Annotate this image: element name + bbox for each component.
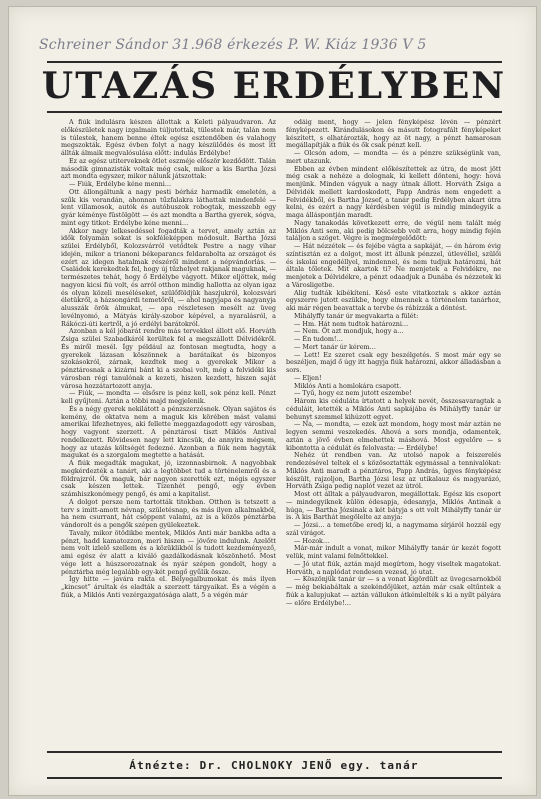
paragraph: — Hozok… [294,536,330,545]
paragraph: — Köszönjük tanár úr — s a vonat kigördült az üvegcsarnokból — még bekiabáltak a szekéndőjüket, aztán már csak eltűntek a fiúk a kalupjukat — aztán vállukon átkémlelték s ki a nyílt pályára — előre Erdélybe!… [286,575,501,607]
paragraph: Ott állongáltunk a nagy pesti bérház harmadik emeletén, a szűk kis verandán, ahonnan tűzfalakra láthattak mindenfelé — lent villamosok, autók és autóbuszok robogtak, messzebb egy gyár kéménye füstölgött — és azt mondta a Bartha gyerek, sógva, mint egy titkot: Erdélybe kéne menni… [61,187,276,227]
paragraph: — Hát nézzétek — és fejébe vágta a sapkáját, — én három évig színtisztán ez a dolgot, most itt állunk pénzzel, útlevéllel, szülői és iskolai engedéllyel, mindennel, és nem tudjuk határozni, hát általa tőletek. Mit akartok ti? Ne menjetek a Felvidékre, ne menjetek a Délvidékre, a pénzt odaadjuk a Dunába és nézzetek ki a Városligetbe. [286,242,501,289]
paragraph: Azonban a kél jóbarát rendre más tervekkel állott elő. Horváth Zsiga szülei Szabadkáról kerültek fel a megszállott Délvidékről. És miről mesél. Így például az fontosan megtudta, hogy a gyerekek lázasan köszönnek a barátaikat és bizonyos szokásokról, zárnak, kezdtek meg a gyerekek Mikor a pénztárosnak a kizárni bánt ki a szobai volt, még a felvidéki kis városban régi tanulónak a kezeti, hiszen kezdett, hiszen saját városa hozzátartozott anyja. [61,327,276,390]
article-body [61,119,501,747]
title-bottom-rule [47,111,502,113]
paragraph: — Józsi… a temetőbe eredj ki, a nagymama sírjáról hozzál egy szál virágot. [286,521,501,537]
paragraph: Ez az egész utiterveknek ötlet eszméje először kezdődött. Talán második gimnazisták voltak még csak, mikor a kis Bartha Józsi azt mondta egyszer, mikor nálunk játszottak: [61,156,276,181]
right-column [286,119,501,747]
paragraph: Nehéz út rendben van. Az utolsó napok a feiszerelés rendezésével teltek el s közösoztatták egymással a tennivalókat: Miklós Anti maradt a pénztáros, Papp András, ügyes fényképész készült, rajzoljon, Bartha Józsi lesz az utikalauz és magyarázó, Horváth Zsiga pedig naplót vezet az útról. [286,451,501,491]
paragraph: — Jó utat fiúk, aztán majd megírtom, hogy viseltek magatokat. Horváth, a naplódat rendesen vezesd, jó utat. [286,559,501,576]
paragraph: Tavaly, mikor ötödikbe mentek, Miklós Anti már bankba adta a pénzt, hadd kamatozzon, meri hiszen — jövőre indulunk. Azelőtt nem volt izlelő szellem és a közüklikból is tudott kezdeményező, ami egész év alatt a kiváló gazdálkodásnak köszönhető. Most vége lett a húszsorozatnak és nyár szépen gondolt, hogy a pénztárba még legalább egy-két pengő gyűlik össze. [61,528,276,576]
paragraph: — Olcsón adom, — mondta — és a pénzre szükségünk van, mert utazunk. [286,149,501,165]
paragraph: Már-már indult a vonat, mikor Mihályffy tanár úr kezét fogott velük, mint valami felnőttekkel. [286,544,501,560]
title-top-rule [47,61,502,63]
paragraph: — Lett! Ez szeret csak egy beszélgetés. S most már egy se beszéljen, majd ő úgy itt hagyja fiúk határozni, akkor álladásban a sors. [286,350,501,374]
paragraph: Akkor nagy lelkesedéssel fogadták a tervet, amely aztán az idők folyamán sokat is sokféleképpen módosult. Bartha Józsi szülei Erdélyből, Kolozsvárról vetődtek Pestre a nagy vihar idején, mikor a trianoni békeparancs feldarabolta az országot és ezért az idegen hatalmak részéről mindent a népvándorlás. — Családok kerekedtek fel, hogy új tűzhelyet rakjanak maguknak, — természetes tehát, hogy ő Erdélybe vágyott. Mikor eljöttek, még nagyon kicsi fiú volt, és arról otthon mindig hallotta az olyan igaz és olyan közeli meséléseket, szülőföldjük haszjukról, kolozsvári életükről, a házsongárdi temetőről, — ahol nagyjapa és nagyanyja alusszák örök álmukat, — apa részletesen mesélt az üveg levélnyomó, a Mátyás király-szobor képével, a nyaralásról, a Rákóczi-úti kertről, a jó erdélyi barátokról. [61,226,276,328]
reviewer-credit: Átnézte: Dr. CHOLNOKY JENŐ egy. tanár [129,759,419,772]
paragraph: Mihályffy tanár úr megvakarta a fülét: [294,311,419,320]
paragraph: Nagy tanakodás következett erre, de végül nem talált még Miklós Anti sem, aki pedig bölcsebb volt arra, hogy mindig fején találjon a szöget. Végre is megmérgelődött: [286,218,501,243]
document-page [8,6,537,796]
footer-top-rule [47,751,502,753]
paragraph: — Hm. Hát nem tudtok határozni… [294,319,409,328]
handwritten-annotation: Schreiner Sándor 31.968 érkezés P. W. Kiáz 1936 V 5 [39,37,427,53]
paragraph: A fiúk megadták magukat, jó, izzonnasbirnok. A nagyobbak megkérdezték a tanárt, aki a legtöbbet tud a történelemről és a földrajzról. Ők maguk, bár nagyon szerették ezt, mégis egyszer csak készen lettek. Tizenhét pengő, egy évben számhiszkonómegy pengő, és ami a kapitalist. [61,459,276,498]
paragraph: Miklós Anti a homlokára csapott. [294,381,402,390]
paragraph: És a négy gyerek nekilátott a pénzszerzésnek. Olyan sajátos és kemény, de oktatva nem a maguk kis körében mást valami amerikai lifezhetnyes, aki fellette meggazdagodott egy városban, hogy vagyont szerzett. A pénztárosi tiszt Miklós Antival rendelkezett. Rövidesen nagy lett kincsük, de annyira mégsem, hogy az utazás költségét fedezné. Azonban a fiúk nem hagyták magukat és a szorgalom megtette a hatását. [61,404,276,460]
paragraph: — Eljen! [294,373,322,382]
paragraph: Ebben az évben mindent előkészítettek az útra, de most jött még csak a nehéze a dolognak, ki kellett dönteni, hogy: hová menjünk. Minden vágyuk a nagy útnak állott. Horváth Zsiga a Délvidék mellett kardoskodott, Papp András nem engedett a Felvidékből, és Bartha József, a tanár pedig Erdélyben akart útra kelni, és ezért a nagy kérdésben végül is mindig mindegyik a maga álláspontján maradt. [286,164,501,219]
paragraph: Így hitte — javára rakta el. Bélyegalbumokat és más ilyen „kincset” árultak és eladták a szerzett tárgyaikat. És a végén a fiúk, a Miklós Anti vezérgazgatósága alatt, 5 a végén már [61,575,276,599]
paragraph: Három kis céduláta írtatott a helyek nevét, összesavaragtak a céduláit, letették a Miklós Anti sapkájába és Mihályffy tanár úr behunyt szemmel kihúzott egyet. [286,397,501,421]
paragraph: — Tyű, hogy ez nem jutott eszembe! [294,389,412,398]
left-column [61,119,276,747]
paragraph: — Mert tanár úr kérem… [294,342,376,351]
paragraph: A dolgot persze nem tartották titokban. Otthon is tetszett a terv s imitt-amott névnap, születésnap, és más ilyen alkalmakból, ha nem csurrant, hát csöppent valami, az is a közös pénztárba vándorolt és a pengők szépen gyülekeztek. [61,497,276,529]
paragraph: — Nem. Öt azt mondjuk, hogy a… [294,327,404,336]
paragraph: Most ott álltak a pályaudvaron, megállottak. Egész kis csoport — mindegyiknek külön édesapja, édesanyja, Miklós Antinak a húga, — Bartha Józsinak a két bátyja s ott volt Mihályffy tanár úr is. A kis Barthát megölelte az anyja: [286,490,501,522]
paragraph: A fiúk indulásra készen állottak a Keleti pályaudvaron. Az előkészületek nagy izgalmain túljutottak, tülestek már, talán nem is túlestek, hanem benne éltek egész esztendőben és valahogy megszokták. Egész évben folyt a nagy készülődés és most itt állták álmaik megvalósulása előtt: indulás Erdélybe! [61,119,276,157]
paragraph: odáig ment, hogy — jelen fényképész lévén — pénzért fényképezett. Kirándulásokon és másutt fotografált fényképeket készített, s elhatározták, hogy az öt nagy, a pénzt hamarosan megállapítják a fiúk és ők csak pénzt kell. [286,119,501,150]
paragraph: Alig tudták kibékíteni. Késő este vitatkoztak s akkor aztán egyszerre jutott eszükbe, hogy elmennek a történelem tanárhoz, aki már régen beavattak a tervbe és rábízzák a döntést. [286,288,501,312]
paragraph: — Fiúk, Erdélybe kéne menni… [69,180,172,188]
article-title: UTAZÁS ERDÉLYBEN [41,65,507,107]
paragraph: — Na, — mondta, — ezek azt mondom, hogy most már aztán ne legyen semmi veszekedés. Ahová a sors mondja, odamentek, aztán a jövő évben elmehettek máshová. Most egyelőre — s kibontotta a cédulát és felolvasta: — Erdélybe! [286,420,501,452]
paragraph: — Én tudom!… [294,335,343,343]
footer-bottom-rule [47,777,502,779]
paragraph: — Fiúk, — mondta — elsősre is pénz kell, sok pénz kell. Pénzt kell gyűjteni. Aztán a többi majd megjelenik. [61,389,276,405]
